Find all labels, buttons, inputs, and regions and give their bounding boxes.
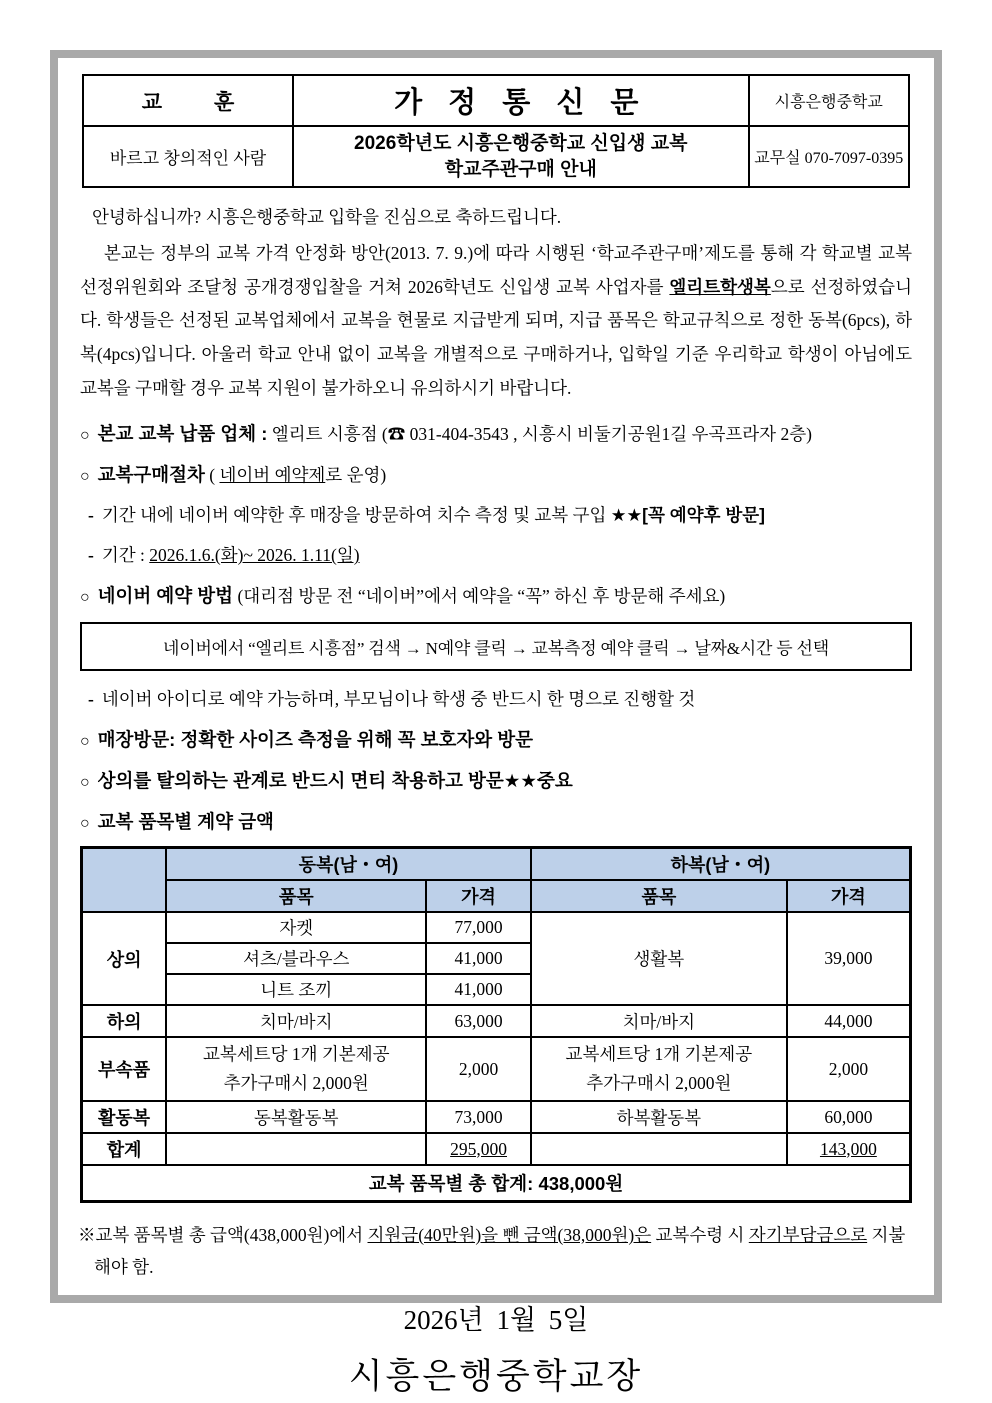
bullet-naver-method [78,582,914,608]
sub-item-period [78,542,914,567]
winter-bottom-item: 치마/바지 [166,1005,426,1037]
grand-total-label: 교복 품목별 총 합계: [368,1173,539,1194]
procedure-underline: 네이버 예약제 [219,465,326,486]
row-label-active: 활동복 [82,1101,167,1133]
row-label-bottoms: 하의 [82,1005,167,1037]
issue-date: 2026년 1월 5일 [403,1304,589,1335]
intro-text-1: 본교는 정부의 교복 가격 안정화 방안(2013. 7. 9.)에 따라 시행된 ‘학교주관구매’제도를 통해 각 학교별 교복선정위원회와 조달청 공개경쟁입찰을 거쳐 2026학년도 신입생 교복 사업자를 [80,243,912,297]
footnote-underline-2: 자기부담금으로 [748,1225,868,1245]
subtitle-line2: 학교주관구매 안내 [444,158,597,180]
page-title: 가 정 통 신 문 [293,75,749,126]
row-label-sum: 합계 [82,1133,167,1165]
sub-item-visit [78,502,914,527]
summer-price-header: 가격 [787,880,911,912]
motto-value: 바르고 창의적인 사람 [83,126,293,187]
greeting-text: 안녕하십니까? 시흥은행중학교 입학을 진심으로 축하드립니다. [92,207,562,228]
uniform-price-table [80,846,912,1203]
winter-top-item: 셔츠/블라우스 [166,943,426,974]
winter-top-item: 니트 조끼 [166,974,426,1005]
circle-bullet-icon: ○ [80,468,90,486]
winter-accessory-price: 2,000 [426,1037,530,1101]
summer-accessory-item [531,1037,787,1101]
grand-total-value: 438,000원 [538,1173,624,1194]
naver-reservation-steps-box: 네이버에서 “엘리트 시흥점” 검색 → N예약 클릭 → 교복측정 예약 클릭 → 날짜&시간 등 선택 [80,622,912,671]
winter-item-header: 품목 [166,880,426,912]
summer-top-item: 생활복 [531,912,787,1005]
accessory-line1: 교복세트당 1개 기본제공 [202,1044,390,1065]
winter-top-price: 41,000 [426,943,530,974]
bullet-store-visit [78,726,914,752]
subtitle-line1: 2026학년도 시흥은행중학교 신입생 교복 [354,133,688,154]
winter-bottom-price: 63,000 [426,1005,530,1037]
winter-top-price: 41,000 [426,974,530,1005]
supplier-name-emphasis: 엘리트학생복 [669,276,771,297]
winter-group-header: 동복(남・여) [166,848,531,881]
winter-sum: 295,000 [426,1133,530,1165]
summer-item-header: 품목 [531,880,787,912]
summer-active-price: 60,000 [787,1101,911,1133]
document-frame [50,50,942,1396]
footnote-text-2: 교복수령 시 [651,1225,749,1245]
procedure-close: 로 운영) [325,465,387,486]
footnote-marker: ※ [78,1225,96,1245]
naver-method-desc: (대리점 방문 전 “네이버”에서 예약을 “꼭” 하신 후 방문해 주세요) [237,586,726,607]
circle-bullet-icon: ○ [80,774,90,792]
intro-text-2: 으로 선정하였습니다. 학생들은 선정된 교복업체에서 교복을 현물로 지급받게 되며, 지급 품목은 학교규칙으로 정한 동복(6pcs), 하복(4pcs)입니다. 아울러 학교 안내 없이 교복을 개별적으로 구매하거나, 입학일 기준 우리학교 학생이 아님에도 교복을 구매할 경우 교복 지원이 불가하오니 유의하시기 바랍니다. [80,276,912,398]
circle-bullet-icon: ○ [80,589,90,607]
footnote-underline-1: 지원금(40만원)을 뺀 금액(38,000원)은 [367,1225,652,1245]
accessory-line1: 교복세트당 1개 기본제공 [565,1044,753,1065]
payment-footnote [78,1219,914,1284]
bullet-tshirt-note [78,767,914,793]
bullet-price-title [78,808,914,834]
naver-note-text: 네이버 아이디로 예약 가능하며, 부모님이나 학생 중 반드시 한 명으로 진행할 것 [101,689,696,710]
notice-subtitle [293,126,749,187]
dash-bullet: - [88,505,94,526]
summer-accessory-price: 2,000 [787,1037,911,1101]
summer-sum: 143,000 [787,1133,911,1165]
period-label: 기간 : [101,545,150,566]
summer-group-header: 하복(남・여) [531,848,911,881]
procedure-label: 교복구매절차 [97,464,205,486]
tshirt-note-text: 상의를 탈의하는 관계로 반드시 면티 착용하고 방문★★중요 [97,770,573,792]
principal-signature: 시흥은행중학교장 [348,1356,644,1396]
period-value: 2026.1.6.(화)~ 2026. 1.11(일) [149,545,360,566]
visit-text: 기간 내에 네이버 예약한 후 매장을 방문하여 치수 측정 및 교복 구입 [101,505,611,526]
winter-sum-blank [166,1133,426,1165]
circle-bullet-icon: ○ [80,815,90,833]
accessory-line2: 추가구매시 2,000원 [586,1073,732,1094]
winter-accessory-item [166,1037,426,1101]
accessory-line2: 추가구매시 2,000원 [223,1073,369,1094]
summer-active-item: 하복활동복 [531,1101,787,1133]
circle-bullet-icon: ○ [80,733,90,751]
bullet-procedure [78,461,914,487]
circle-bullet-icon: ○ [80,427,90,445]
supplier-label: 본교 교복 납품 업체 : [97,423,268,445]
winter-top-price: 77,000 [426,912,530,943]
summer-sum-blank [531,1133,787,1165]
naver-method-label: 네이버 예약 방법 [97,585,234,607]
supplier-value: 엘리트 시흥점 (☎ 031-404-3543 , 시흥시 비둘기공원1길 우곡프라자 2층) [271,424,812,445]
winter-active-item: 동복활동복 [166,1101,426,1133]
motto-label: 교 훈 [83,75,293,126]
dash-bullet: - [88,689,94,710]
intro-paragraph [80,237,912,405]
header-table [82,74,910,188]
price-table-title: 교복 품목별 계약 금액 [97,811,274,833]
summer-bottom-item: 치마/바지 [531,1005,787,1037]
winter-active-price: 73,000 [426,1101,530,1133]
school-name: 시흥은행중학교 [749,75,909,126]
office-phone: 교무실 070-7097-0395 [749,126,909,187]
dash-bullet: - [88,545,94,566]
row-label-tops: 상의 [82,912,167,1005]
summer-top-price: 39,000 [787,912,911,1005]
procedure-open: ( [209,465,220,486]
sub-item-naver-note [78,686,914,711]
winter-top-item: 자켓 [166,912,426,943]
footnote-text-3: 지불해야 함. [94,1225,906,1278]
row-label-accessory: 부속품 [82,1037,167,1101]
bullet-supplier [78,420,914,446]
footnote-text-1: 교복 품목별 총 급액(438,000원)에서 [95,1225,368,1245]
store-visit-text: 매장방문: 정확한 사이즈 측정을 위해 꼭 보호자와 방문 [97,729,533,751]
summer-bottom-price: 44,000 [787,1005,911,1037]
grand-total-cell [82,1165,911,1202]
winter-price-header: 가격 [426,880,530,912]
table-corner-blank [82,848,167,913]
visit-emphasis: ★★[꼭 예약후 방문] [610,505,765,526]
